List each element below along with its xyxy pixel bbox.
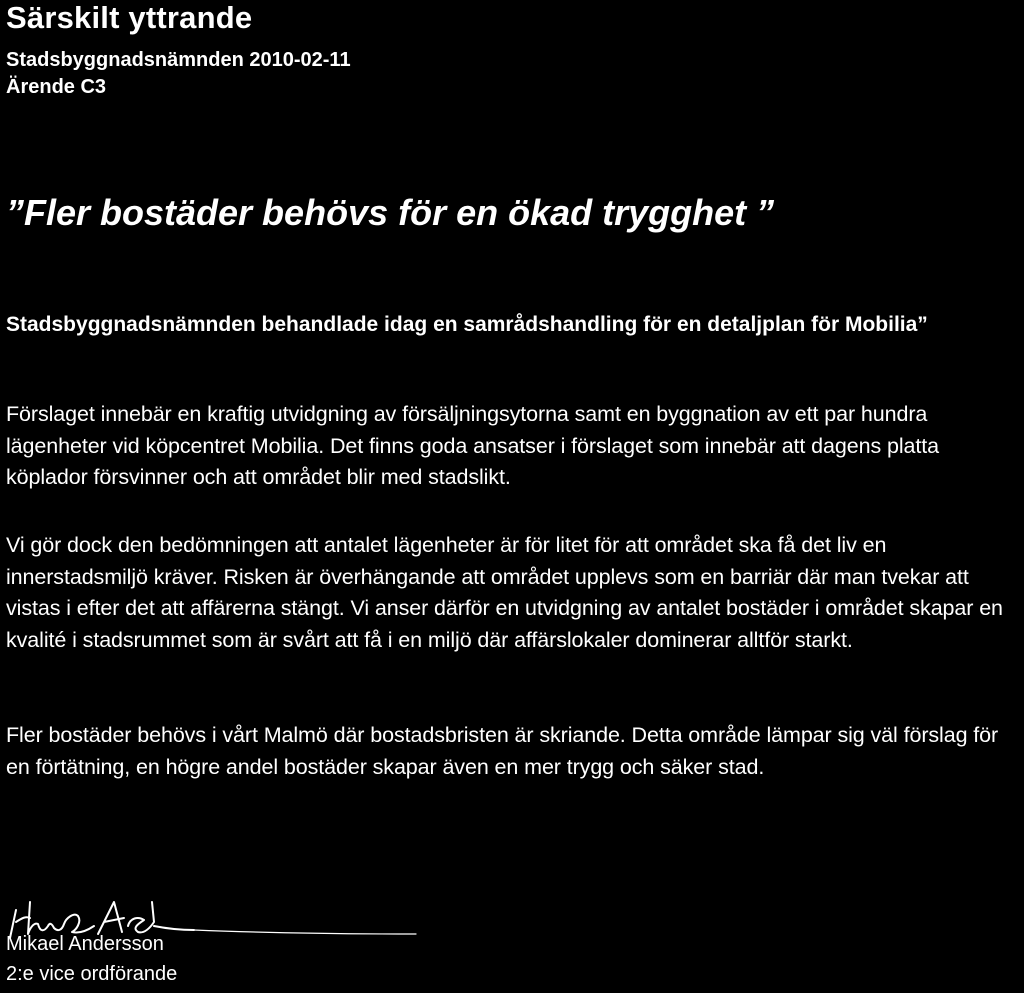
signatory-name: Mikael Andersson xyxy=(6,933,164,955)
body-paragraph-1: Förslaget innebär en kraftig utvidgning av försäljningsytorna samt en byggnation av ett par hundra lägenheter vid köpcentret Mobilia. Det finns goda ansatser i förslaget som innebär att dagens platta köplador försvinner och att området blir med stadslikt. xyxy=(6,402,939,489)
lead-paragraph: Stadsbyggnadsnämnden behandlade idag en samrådshandling för en detaljplan för Mobilia” xyxy=(6,313,928,336)
signatory-role: 2:e vice ordförande xyxy=(6,963,178,985)
body-paragraph-2: Vi gör dock den bedömningen att antalet lägenheter är för litet för att området ska få det liv en innerstadsmiljö kräver. Risken är överhängande att området upplevs som en barriär där man tvekar att vistas i efter det att affärerna stängt. Vi anser därför en utvidgning av antalet bostäder i området skapar en kvalité i stadsrummet som är svårt att få i en miljö där affärslokaler dominerar alltför starkt. xyxy=(6,533,1003,652)
committee-date: Stadsbyggnadsnämnden 2010-02-11 xyxy=(6,49,351,71)
document-title: Särskilt yttrande xyxy=(6,0,253,35)
case-number: Ärende C3 xyxy=(6,76,107,98)
body-paragraph-3: Fler bostäder behövs i vårt Malmö där bostadsbristen är skriande. Detta område lämpar sig väl förslag för en förtätning, en högre andel bostäder skapar även en mer trygg och säker stad. xyxy=(6,723,999,779)
headline: ”Fler bostäder behövs för en ökad trygghet ” xyxy=(6,192,775,233)
